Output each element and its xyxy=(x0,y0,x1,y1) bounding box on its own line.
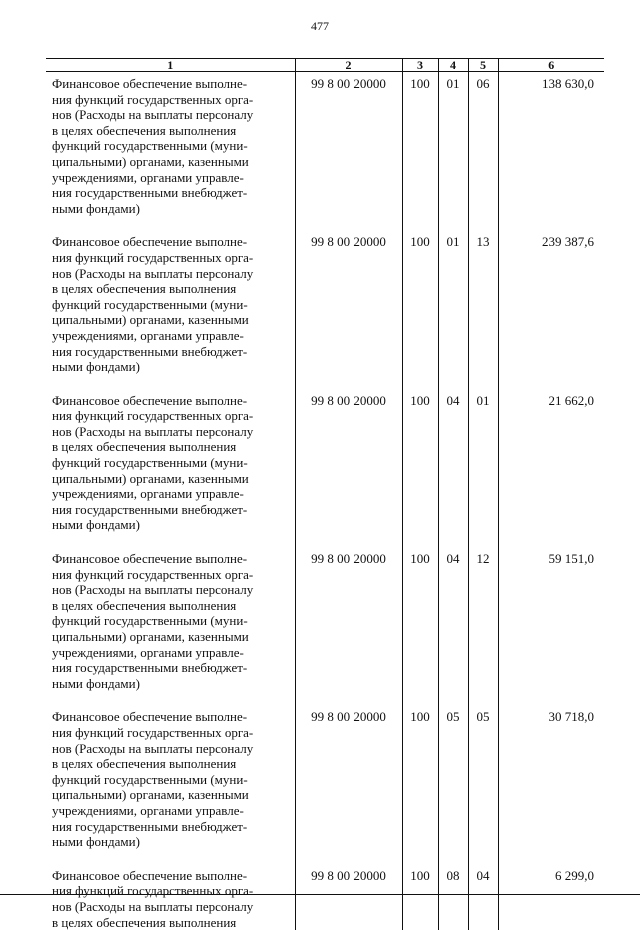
spacer-cell xyxy=(498,216,604,230)
expense-type-cell: 100 xyxy=(402,230,438,374)
spacer-cell xyxy=(438,375,468,389)
amount-cell: 138 630,0 xyxy=(498,72,604,217)
expense-name-line: учреждениями, органами управле- xyxy=(52,170,295,186)
spacer-cell xyxy=(295,533,402,547)
subsection-cell: 04 xyxy=(468,864,498,930)
spacer-cell xyxy=(295,216,402,230)
spacer-cell xyxy=(438,533,468,547)
spacer-cell xyxy=(438,850,468,864)
expense-name-line: в целях обеспечения выполнения xyxy=(52,756,295,772)
expense-name-line: Финансовое обеспечение выполне- xyxy=(52,393,295,409)
spacer-cell xyxy=(468,691,498,705)
expense-name-line: нов (Расходы на выплаты персоналу xyxy=(52,266,295,282)
table-row xyxy=(46,72,604,217)
page-bottom-rule xyxy=(0,894,640,895)
expense-name-line: Финансовое обеспечение выполне- xyxy=(52,551,295,567)
expense-name-line: учреждениями, органами управле- xyxy=(52,486,295,502)
expense-type-cell: 100 xyxy=(402,389,438,533)
section-cell: 04 xyxy=(438,389,468,533)
expense-name-line: нов (Расходы на выплаты персоналу xyxy=(52,424,295,440)
expense-name-line: ными фондами) xyxy=(52,201,295,217)
column-header-2: 2 xyxy=(295,59,402,72)
spacer-cell xyxy=(468,216,498,230)
subsection-cell: 01 xyxy=(468,389,498,533)
row-spacer xyxy=(46,533,604,547)
subsection-cell: 06 xyxy=(468,72,498,217)
expense-name-cell xyxy=(46,864,295,930)
spacer-cell xyxy=(468,850,498,864)
expense-type-cell: 100 xyxy=(402,864,438,930)
spacer-cell xyxy=(498,850,604,864)
subsection-cell: 05 xyxy=(468,705,498,849)
expense-name-cell xyxy=(46,705,295,849)
expense-name-line: ципальными) органами, казенными xyxy=(52,312,295,328)
expense-name-line: ными фондами) xyxy=(52,676,295,692)
table-body xyxy=(46,72,604,930)
spacer-cell xyxy=(295,850,402,864)
spacer-cell xyxy=(402,691,438,705)
spacer-cell xyxy=(498,533,604,547)
header-row xyxy=(46,59,604,72)
expense-name-line: в целях обеспечения выполнения xyxy=(52,281,295,297)
amount-cell: 6 299,0 xyxy=(498,864,604,930)
subsection-cell: 12 xyxy=(468,547,498,691)
spacer-cell xyxy=(468,375,498,389)
expense-name-line: ния функций государственных орга- xyxy=(52,92,295,108)
spacer-cell xyxy=(46,533,295,547)
expense-name-line: функций государственными (муни- xyxy=(52,772,295,788)
spacer-cell xyxy=(402,375,438,389)
expense-name-line: функций государственными (муни- xyxy=(52,297,295,313)
expense-name-line: ния государственными внебюджет- xyxy=(52,502,295,518)
spacer-cell xyxy=(402,216,438,230)
expense-name-line: учреждениями, органами управле- xyxy=(52,803,295,819)
expense-name-line: функций государственными (муни- xyxy=(52,613,295,629)
expense-name-line: Финансовое обеспечение выполне- xyxy=(52,76,295,92)
column-header-3: 3 xyxy=(402,59,438,72)
amount-cell: 59 151,0 xyxy=(498,547,604,691)
expense-name-line: ния функций государственных орга- xyxy=(52,725,295,741)
section-cell: 08 xyxy=(438,864,468,930)
section-cell: 05 xyxy=(438,705,468,849)
column-header-4: 4 xyxy=(438,59,468,72)
expense-type-cell: 100 xyxy=(402,547,438,691)
expense-name-line: функций государственными (муни- xyxy=(52,455,295,471)
spacer-cell xyxy=(468,533,498,547)
expense-name-line: в целях обеспечения выполнения xyxy=(52,123,295,139)
expense-name-line: ципальными) органами, казенными xyxy=(52,787,295,803)
expense-name-cell xyxy=(46,389,295,533)
table-row xyxy=(46,547,604,691)
column-header-1: 1 xyxy=(46,59,295,72)
spacer-cell xyxy=(438,216,468,230)
expense-name-line: ния государственными внебюджет- xyxy=(52,185,295,201)
expense-name-line: ципальными) органами, казенными xyxy=(52,154,295,170)
row-spacer xyxy=(46,375,604,389)
spacer-cell xyxy=(498,375,604,389)
spacer-cell xyxy=(46,691,295,705)
expense-name-line: ния государственными внебюджет- xyxy=(52,660,295,676)
expense-name-line: в целях обеспечения выполнения xyxy=(52,598,295,614)
spacer-cell xyxy=(438,691,468,705)
function-code-cell: 99 8 00 20000 xyxy=(295,705,402,849)
function-code-cell: 99 8 00 20000 xyxy=(295,72,402,217)
spacer-cell xyxy=(402,533,438,547)
amount-cell: 21 662,0 xyxy=(498,389,604,533)
expense-name-line: ния государственными внебюджет- xyxy=(52,344,295,360)
amount-cell: 30 718,0 xyxy=(498,705,604,849)
column-header-5: 5 xyxy=(468,59,498,72)
expense-name-line: ния функций государственных орга- xyxy=(52,408,295,424)
table-row xyxy=(46,389,604,533)
expense-name-line: ными фондами) xyxy=(52,359,295,375)
spacer-cell xyxy=(498,691,604,705)
expense-name-line: ния функций государственных орга- xyxy=(52,883,295,899)
expense-name-line: ния функций государственных орга- xyxy=(52,250,295,266)
row-spacer xyxy=(46,691,604,705)
expense-name-line: ными фондами) xyxy=(52,834,295,850)
expense-type-cell: 100 xyxy=(402,72,438,217)
expense-name-line: учреждениями, органами управле- xyxy=(52,328,295,344)
row-spacer xyxy=(46,850,604,864)
expense-name-cell xyxy=(46,547,295,691)
table-row xyxy=(46,864,604,930)
expense-name-line: в целях обеспечения выполнения xyxy=(52,915,295,930)
table-row xyxy=(46,230,604,374)
expense-name-line: Финансовое обеспечение выполне- xyxy=(52,234,295,250)
amount-cell: 239 387,6 xyxy=(498,230,604,374)
function-code-cell: 99 8 00 20000 xyxy=(295,230,402,374)
expense-name-cell xyxy=(46,230,295,374)
table-row xyxy=(46,705,604,849)
budget-table xyxy=(46,58,604,930)
function-code-cell: 99 8 00 20000 xyxy=(295,547,402,691)
expense-name-line: нов (Расходы на выплаты персоналу xyxy=(52,107,295,123)
section-cell: 01 xyxy=(438,230,468,374)
expense-name-line: ципальными) органами, казенными xyxy=(52,471,295,487)
expense-name-line: функций государственными (муни- xyxy=(52,138,295,154)
function-code-cell: 99 8 00 20000 xyxy=(295,864,402,930)
spacer-cell xyxy=(46,375,295,389)
expense-name-line: ципальными) органами, казенными xyxy=(52,629,295,645)
section-cell: 01 xyxy=(438,72,468,217)
expense-name-line: учреждениями, органами управле- xyxy=(52,645,295,661)
expense-name-line: ния функций государственных орга- xyxy=(52,567,295,583)
spacer-cell xyxy=(46,850,295,864)
expense-name-cell xyxy=(46,72,295,217)
expense-type-cell: 100 xyxy=(402,705,438,849)
row-spacer xyxy=(46,216,604,230)
section-cell: 04 xyxy=(438,547,468,691)
spacer-cell xyxy=(402,850,438,864)
expense-name-line: Финансовое обеспечение выполне- xyxy=(52,868,295,884)
expense-name-line: нов (Расходы на выплаты персоналу xyxy=(52,899,295,915)
expense-name-line: Финансовое обеспечение выполне- xyxy=(52,709,295,725)
spacer-cell xyxy=(46,216,295,230)
spacer-cell xyxy=(295,691,402,705)
expense-name-line: нов (Расходы на выплаты персоналу xyxy=(52,741,295,757)
expense-name-line: в целях обеспечения выполнения xyxy=(52,439,295,455)
spacer-cell xyxy=(295,375,402,389)
page-number: 477 xyxy=(0,19,640,34)
subsection-cell: 13 xyxy=(468,230,498,374)
function-code-cell: 99 8 00 20000 xyxy=(295,389,402,533)
expense-name-line: ными фондами) xyxy=(52,517,295,533)
expense-name-line: нов (Расходы на выплаты персоналу xyxy=(52,582,295,598)
expense-name-line: ния государственными внебюджет- xyxy=(52,819,295,835)
column-header-6: 6 xyxy=(498,59,604,72)
